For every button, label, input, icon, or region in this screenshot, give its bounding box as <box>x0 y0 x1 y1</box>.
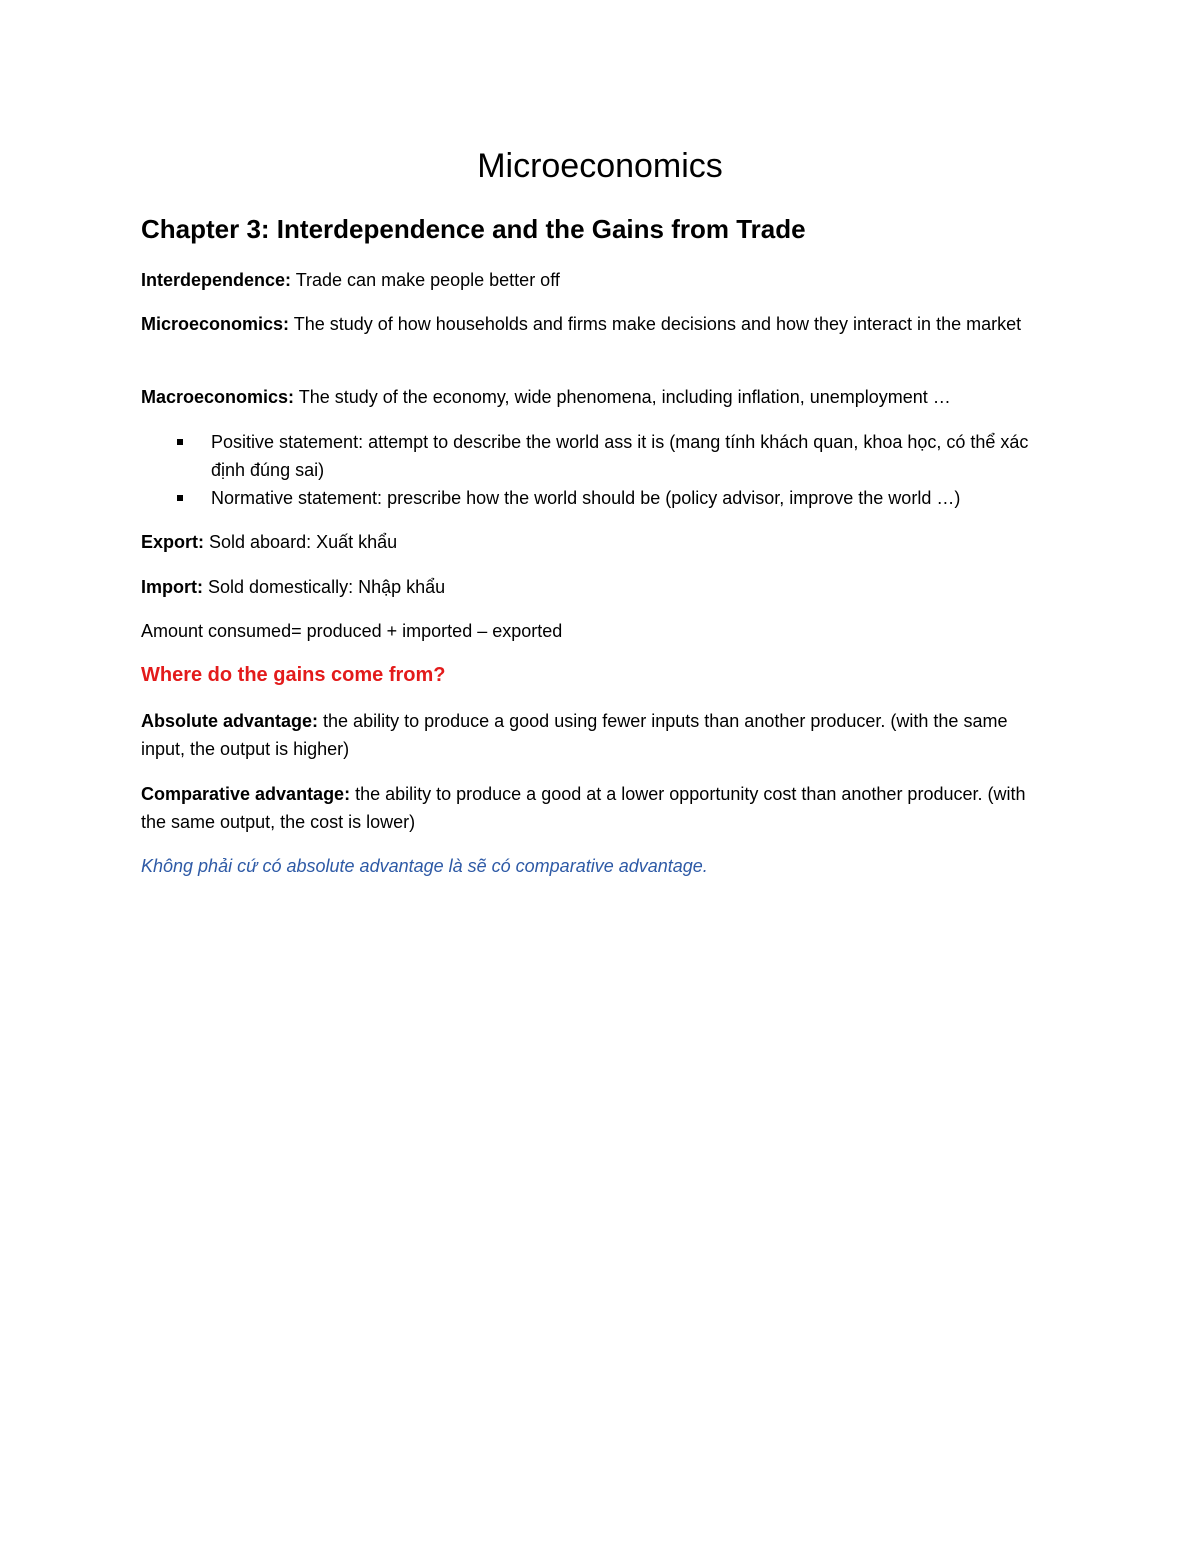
definition-text: the ability to produce a good at a lower opportunity cost than another producer. (with the same output, the cost is lower) <box>141 784 1026 832</box>
definition-absolute-advantage <box>141 707 1051 763</box>
definition-microeconomics <box>141 310 1051 338</box>
document-title: Microeconomics <box>477 147 723 185</box>
bullet-text: Positive statement: attempt to describe the world ass it is (mang tính khách quan, khoa học, có thể xác định đúng sai) <box>211 432 1029 480</box>
statement-bullet-list <box>141 428 1051 512</box>
definition-text: Sold aboard: Xuất khẩu <box>204 532 398 552</box>
definition-text: The study of how households and firms make decisions and how they interact in the market <box>289 314 1022 334</box>
definition-text: Trade can make people better off <box>291 270 560 290</box>
definition-term: Interdependence: <box>141 270 292 290</box>
definition-text: the ability to produce a good using fewer inputs than another producer. (with the same input, the output is higher) <box>141 711 1008 759</box>
chapter-heading: Chapter 3: Interdependence and the Gains from Trade <box>141 214 806 244</box>
square-bullet-icon <box>177 495 183 501</box>
definition-term: Microeconomics: <box>141 314 290 334</box>
definition-term: Macroeconomics: <box>141 387 295 407</box>
definition-term: Absolute advantage: <box>141 711 319 731</box>
definition-term: Export: <box>141 532 204 552</box>
definition-term: Import: <box>141 577 203 597</box>
definition-macroeconomics <box>141 383 1051 411</box>
definition-import <box>141 573 1051 601</box>
bullet-item-positive <box>141 428 1051 484</box>
square-bullet-icon <box>177 439 183 445</box>
definition-text: Sold domestically: Nhập khẩu <box>203 577 446 597</box>
definition-comparative-advantage <box>141 780 1051 836</box>
definition-text: The study of the economy, wide phenomena, including inflation, unemployment … <box>294 387 951 407</box>
definition-export <box>141 528 1051 556</box>
vietnamese-note: Không phải cứ có absolute advantage là sẽ có comparative advantage. <box>141 856 708 876</box>
bullet-item-normative <box>141 484 1051 512</box>
gains-heading: Where do the gains come from? <box>141 664 446 686</box>
consumption-formula: Amount consumed= produced + imported – exported <box>141 621 563 641</box>
bullet-text: Normative statement: prescribe how the world should be (policy advisor, improve the world …) <box>211 488 961 508</box>
definition-interdependence <box>141 266 1051 294</box>
definition-term: Comparative advantage: <box>141 784 351 804</box>
